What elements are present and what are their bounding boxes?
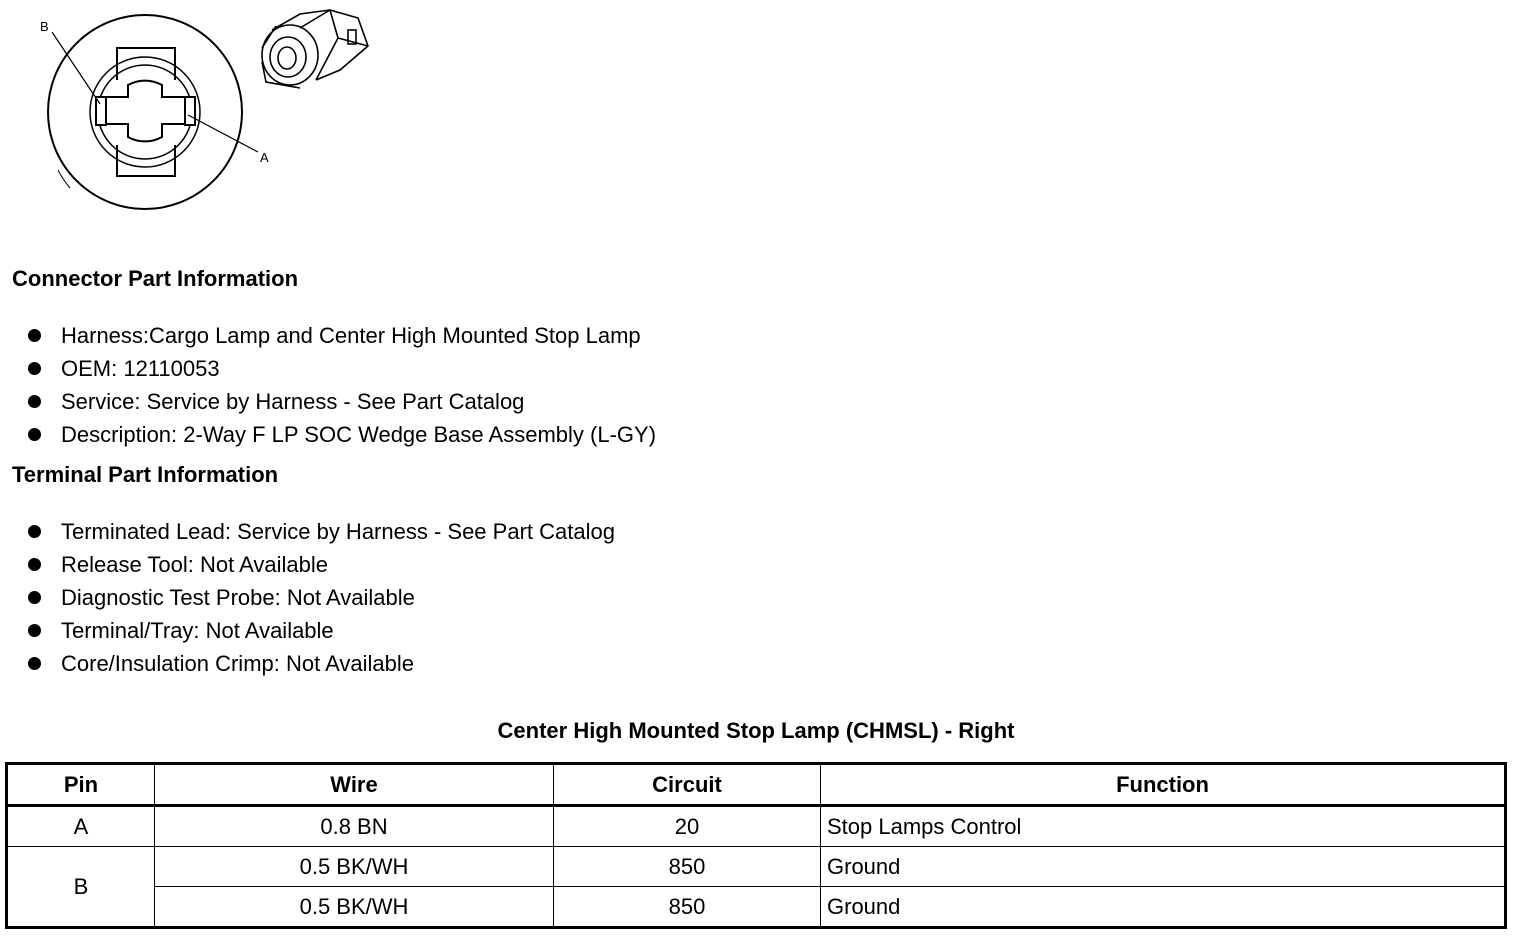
cell-function: Ground xyxy=(821,847,1506,887)
bullet-icon xyxy=(28,395,41,408)
header-circuit: Circuit xyxy=(554,764,821,806)
cell-wire: 0.5 BK/WH xyxy=(155,847,554,887)
bullet-icon xyxy=(28,362,41,375)
table-row xyxy=(7,806,1506,847)
terminal-test-probe: Diagnostic Test Probe: Not Available xyxy=(61,585,415,610)
terminal-release-tool: Release Tool: Not Available xyxy=(61,552,329,577)
terminal-crimp: Core/Insulation Crimp: Not Available xyxy=(61,651,414,676)
cell-circuit: 20 xyxy=(554,806,821,847)
bullet-icon xyxy=(28,558,41,571)
table-row xyxy=(7,847,1506,887)
cell-function: Stop Lamps Control xyxy=(821,806,1506,847)
list-item xyxy=(28,352,656,385)
terminal-lead: Terminated Lead: Service by Harness - See Part Catalog xyxy=(61,519,615,544)
bullet-icon xyxy=(28,591,41,604)
list-item xyxy=(28,418,656,451)
cell-pin: B xyxy=(7,847,155,928)
terminal-tray: Terminal/Tray: Not Available xyxy=(61,618,334,643)
list-item xyxy=(28,385,656,418)
cell-wire: 0.5 BK/WH xyxy=(155,887,554,928)
terminal-section-title: Terminal Part Information xyxy=(12,462,279,487)
connector-face-view xyxy=(48,15,258,209)
pinout-table xyxy=(5,762,1507,929)
list-item xyxy=(28,548,615,581)
header-wire: Wire xyxy=(155,764,554,806)
list-item xyxy=(28,515,615,548)
connector-isometric-view xyxy=(262,10,368,88)
table-header-row xyxy=(7,764,1506,806)
cell-circuit: 850 xyxy=(554,887,821,928)
bullet-icon xyxy=(28,525,41,538)
cell-wire: 0.8 BN xyxy=(155,806,554,847)
list-item xyxy=(28,614,615,647)
connector-diagram xyxy=(0,0,400,230)
connector-description: Description: 2-Way F LP SOC Wedge Base Assembly (L-GY) xyxy=(61,422,657,447)
bullet-icon xyxy=(28,657,41,670)
table-title: Center High Mounted Stop Lamp (CHMSL) - Right xyxy=(497,718,1015,743)
list-item xyxy=(28,647,615,680)
bullet-icon xyxy=(28,329,41,342)
cell-function: Ground xyxy=(821,887,1506,928)
bullet-icon xyxy=(28,624,41,637)
connector-service: Service: Service by Harness - See Part Catalog xyxy=(61,389,525,414)
terminal-info-list xyxy=(28,515,615,680)
table-row xyxy=(7,887,1506,928)
list-item xyxy=(28,581,615,614)
connector-info-list xyxy=(28,319,656,451)
bullet-icon xyxy=(28,428,41,441)
header-pin: Pin xyxy=(7,764,155,806)
callout-a: A xyxy=(260,150,269,165)
list-item xyxy=(28,319,656,352)
connector-section-title: Connector Part Information xyxy=(12,266,299,291)
cell-pin: A xyxy=(7,806,155,847)
cell-circuit: 850 xyxy=(554,847,821,887)
connector-harness: Harness:Cargo Lamp and Center High Mounted Stop Lamp xyxy=(61,323,641,348)
callout-b: B xyxy=(40,19,49,34)
header-function: Function xyxy=(821,764,1506,806)
connector-oem: OEM: 12110053 xyxy=(61,356,220,381)
